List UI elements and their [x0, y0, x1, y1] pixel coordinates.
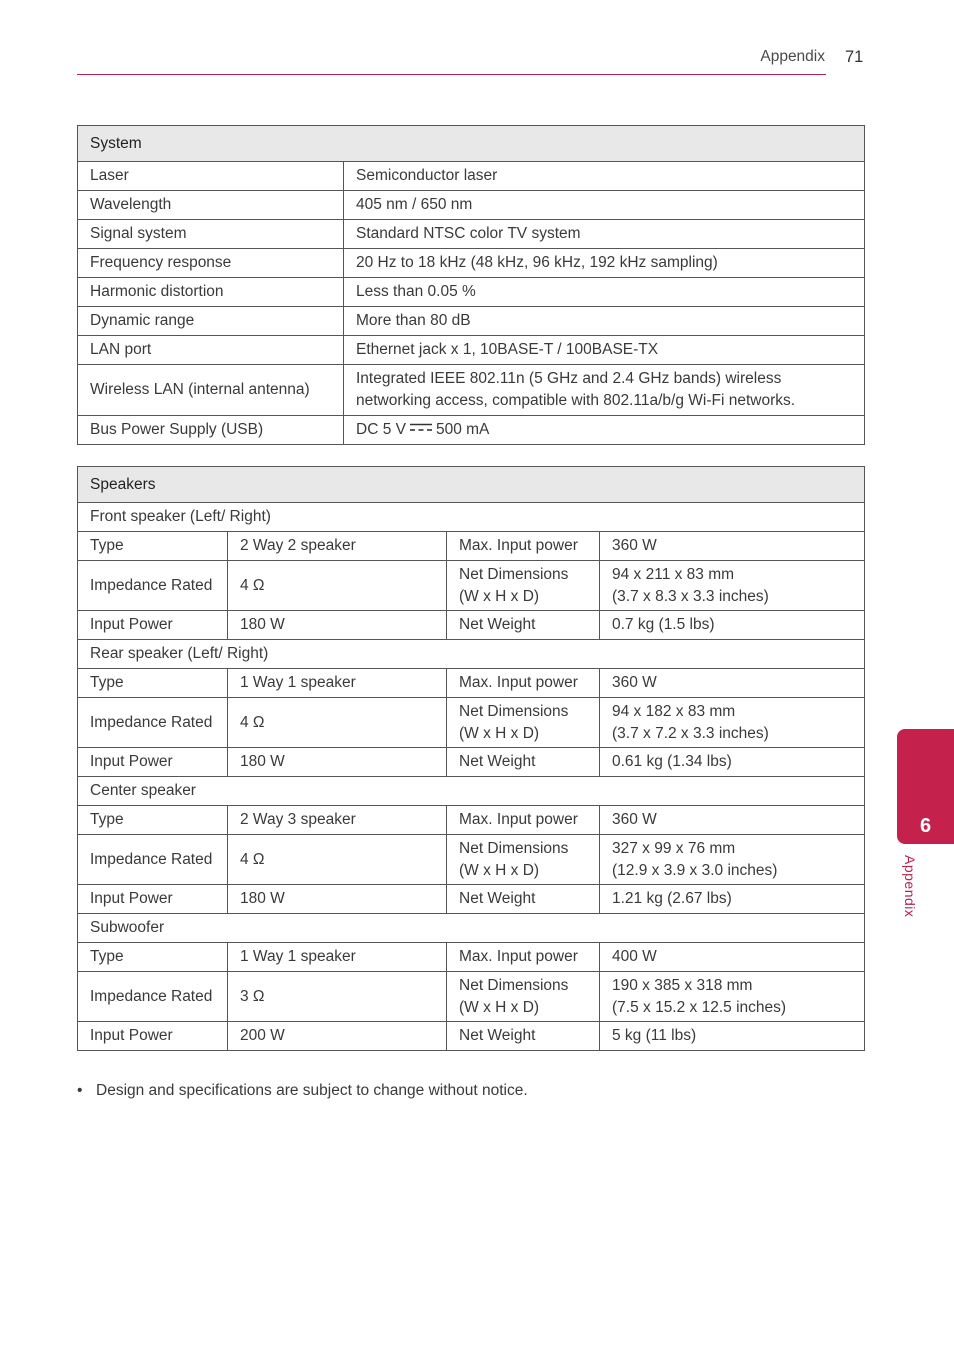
spec-value: 180 W: [228, 748, 447, 777]
spec-value: Semiconductor laser: [344, 162, 865, 191]
dim-label-line: Net Dimensions: [459, 702, 569, 720]
table-row: [78, 220, 865, 249]
dim-value-line: (7.5 x 15.2 x 12.5 inches): [612, 998, 787, 1016]
spec-value: [600, 698, 865, 748]
spec-value: 2 Way 3 speaker: [228, 806, 447, 835]
spec-label: Type: [78, 669, 228, 698]
dim-value-line: (3.7 x 8.3 x 3.3 inches): [612, 587, 769, 605]
system-table-title: System: [78, 126, 865, 162]
dc-current: 500 mA: [435, 421, 490, 438]
spec-value: 20 Hz to 18 kHz (48 kHz, 96 kHz, 192 kHz sampling): [344, 249, 865, 278]
table-row: [78, 365, 865, 416]
bullet: •: [77, 1082, 83, 1099]
table-row: [78, 162, 865, 191]
spec-label: [447, 561, 600, 611]
dim-value-line: 327 x 99 x 76 mm: [612, 839, 736, 857]
spec-label: Laser: [78, 162, 344, 191]
spec-value: 0.61 kg (1.34 lbs): [600, 748, 865, 777]
table-row: [78, 278, 865, 307]
spec-label: Max. Input power: [447, 669, 600, 698]
spec-value: [344, 416, 865, 445]
speaker-groups: [78, 503, 865, 1051]
speaker-group-name: Subwoofer: [78, 914, 865, 943]
spec-label: [447, 972, 600, 1022]
table-row: [78, 611, 865, 640]
spec-value: 180 W: [228, 611, 447, 640]
table-row: [78, 806, 865, 835]
note: [77, 1082, 528, 1100]
chapter-label: Appendix: [902, 855, 918, 918]
table-row: [78, 748, 865, 777]
spec-value: 4 Ω: [228, 698, 447, 748]
spec-value: 1 Way 1 speaker: [228, 669, 447, 698]
table-row: [78, 972, 865, 1022]
spec-value: 4 Ω: [228, 835, 447, 885]
spec-value: Ethernet jack x 1, 10BASE-T / 100BASE-TX: [344, 336, 865, 365]
spec-label: Harmonic distortion: [78, 278, 344, 307]
dim-value-line: 94 x 211 x 83 mm: [612, 565, 735, 583]
system-spec-table: [77, 125, 865, 445]
table-row: [78, 249, 865, 278]
spec-label: [447, 835, 600, 885]
table-row: [78, 885, 865, 914]
spec-value: 2 Way 2 speaker: [228, 532, 447, 561]
spec-value: 4 Ω: [228, 561, 447, 611]
spec-label: LAN port: [78, 336, 344, 365]
dim-label-line: Net Dimensions: [459, 565, 569, 583]
spec-label: Type: [78, 943, 228, 972]
spec-value: 1 Way 1 speaker: [228, 943, 447, 972]
spec-value: 400 W: [600, 943, 865, 972]
spec-label: Input Power: [78, 1022, 228, 1051]
dim-value-line: 94 x 182 x 83 mm: [612, 702, 736, 720]
dim-value-line: 190 x 385 x 318 mm: [612, 976, 753, 994]
dim-label-line: Net Dimensions: [459, 976, 569, 994]
dim-label-line: (W x H x D): [459, 724, 540, 742]
spec-value: 1.21 kg (2.67 lbs): [600, 885, 865, 914]
spec-label: Input Power: [78, 885, 228, 914]
spec-value: [600, 972, 865, 1022]
spec-label: Max. Input power: [447, 532, 600, 561]
spec-value: [600, 561, 865, 611]
spec-label: Wireless LAN (internal antenna): [78, 365, 344, 416]
spec-value: 360 W: [600, 669, 865, 698]
chapter-number: 6: [919, 815, 932, 837]
table-row: [78, 943, 865, 972]
table-row: [78, 698, 865, 748]
spec-label: Impedance Rated: [78, 561, 228, 611]
table-row: [78, 336, 865, 365]
spec-value: 180 W: [228, 885, 447, 914]
speaker-group-name: Center speaker: [78, 777, 865, 806]
spec-label: Net Weight: [447, 611, 600, 640]
table-header-row: [78, 126, 865, 162]
spec-value: Integrated IEEE 802.11n (5 GHz and 2.4 GHz bands) wireless networking access, compatible with 802.11a/b/g Wi-Fi networks.: [344, 365, 865, 416]
speakers-table-title: Speakers: [78, 467, 865, 503]
dim-label-line: (W x H x D): [459, 998, 540, 1016]
spec-value: Less than 0.05 %: [344, 278, 865, 307]
dim-label-line: (W x H x D): [459, 587, 540, 605]
spec-value: 0.7 kg (1.5 lbs): [600, 611, 865, 640]
spec-label: Impedance Rated: [78, 698, 228, 748]
spec-label: Type: [78, 806, 228, 835]
spec-label: Max. Input power: [447, 943, 600, 972]
spec-label: Dynamic range: [78, 307, 344, 336]
speakers-spec-table: [77, 466, 865, 1051]
spec-value: More than 80 dB: [344, 307, 865, 336]
spec-label: Max. Input power: [447, 806, 600, 835]
dc-current-icon: [410, 423, 432, 432]
spec-label: Impedance Rated: [78, 835, 228, 885]
dim-label-line: (W x H x D): [459, 861, 540, 879]
spec-label: Impedance Rated: [78, 972, 228, 1022]
spec-label: Net Weight: [447, 1022, 600, 1051]
spec-value: 3 Ω: [228, 972, 447, 1022]
speaker-group-name: Front speaker (Left/ Right): [78, 503, 865, 532]
table-row: [78, 835, 865, 885]
chapter-tab: [897, 729, 954, 844]
spec-label: Frequency response: [78, 249, 344, 278]
spec-label: Input Power: [78, 748, 228, 777]
header-section-title: Appendix: [760, 48, 825, 65]
dc-voltage: DC 5 V: [356, 421, 406, 438]
spec-value: 360 W: [600, 806, 865, 835]
speaker-group-row: [78, 777, 865, 806]
header-rule: [77, 74, 826, 75]
spec-label: Wavelength: [78, 191, 344, 220]
spec-value: 200 W: [228, 1022, 447, 1051]
spec-label: [447, 698, 600, 748]
table-row: [78, 1022, 865, 1051]
dim-label-line: Net Dimensions: [459, 839, 569, 857]
dim-value-line: (12.9 x 3.9 x 3.0 inches): [612, 861, 778, 879]
spec-value: [600, 835, 865, 885]
speaker-group-row: [78, 503, 865, 532]
spec-value: 405 nm / 650 nm: [344, 191, 865, 220]
spec-label: Input Power: [78, 611, 228, 640]
table-header-row: [78, 467, 865, 503]
spec-value: Standard NTSC color TV system: [344, 220, 865, 249]
spec-label: Bus Power Supply (USB): [78, 416, 344, 445]
spec-label: Signal system: [78, 220, 344, 249]
table-row: [78, 532, 865, 561]
spec-label: Net Weight: [447, 885, 600, 914]
note-text: Design and specifications are subject to change without notice.: [96, 1082, 528, 1099]
speaker-group-name: Rear speaker (Left/ Right): [78, 640, 865, 669]
spec-value: 5 kg (11 lbs): [600, 1022, 865, 1051]
spec-label: Type: [78, 532, 228, 561]
speaker-group-row: [78, 914, 865, 943]
table-row: [78, 191, 865, 220]
page-number: 71: [845, 48, 864, 66]
table-row: [78, 416, 865, 445]
spec-label: Net Weight: [447, 748, 600, 777]
table-row: [78, 561, 865, 611]
dim-value-line: (3.7 x 7.2 x 3.3 inches): [612, 724, 769, 742]
table-row: [78, 669, 865, 698]
spec-value: 360 W: [600, 532, 865, 561]
table-row: [78, 307, 865, 336]
speaker-group-row: [78, 640, 865, 669]
